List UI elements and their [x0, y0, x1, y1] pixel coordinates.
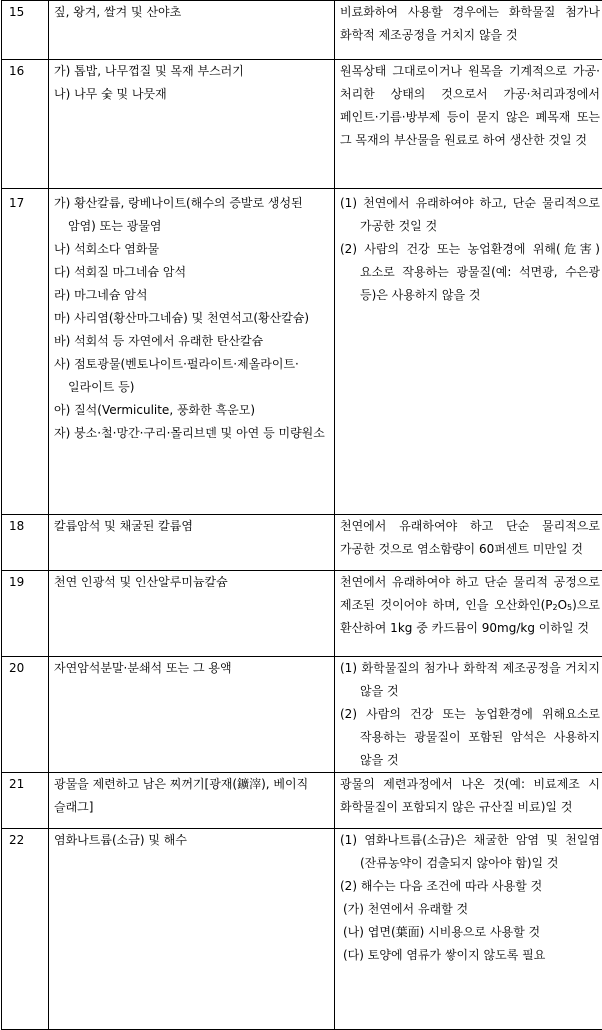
- requirement-text: 비료화하여 사용할 경우에는 화학물질 첨가나 화학적 제조공정을 거치지 않을 것: [340, 1, 600, 47]
- material-name: 자연암석분말·분쇄석 또는 그 용액: [54, 657, 329, 680]
- material-name-cell: [49, 773, 335, 829]
- material-name: 아) 질석(Vermiculite, 풍화한 흑운모): [54, 399, 329, 422]
- row-number: 17: [2, 189, 49, 515]
- material-name: 사) 점토광물(벤토나이트·펄라이트·제올라이트·일라이트 등): [54, 353, 329, 399]
- requirement-cell: [335, 829, 602, 1030]
- material-name: 짚, 왕겨, 쌀겨 및 산야초: [54, 1, 329, 24]
- requirement-subitem: (나) 엽면(葉面) 시비용으로 사용할 것: [340, 921, 600, 944]
- table-row: [2, 1, 602, 60]
- table-row: [2, 515, 602, 571]
- requirement-text: 원목상태 그대로이거나 원목을 기계적으로 가공·처리한 상태의 것으로서 가공·처리과정에서 페인트·기름·방부제 등이 묻지 않은 폐목재 또는 그 목재의 부산물을 원료로 하여 생산한 것일 것: [340, 60, 600, 152]
- table-row: [2, 60, 602, 189]
- material-name: 염화나트륨(소금) 및 해수: [54, 829, 329, 852]
- requirement-cell: [335, 60, 602, 189]
- requirement-text: 천연에서 유래하여야 하고 단순 물리적으로 가공한 것으로 염소함량이 60퍼센트 미만일 것: [340, 515, 600, 561]
- material-name: 라) 마그네슘 암석: [54, 284, 329, 307]
- row-number: 22: [2, 829, 49, 1030]
- requirement-cell: [335, 773, 602, 829]
- material-name: 광물을 제련하고 남은 찌꺼기[광재(鑛滓), 베이직 슬래그]: [54, 773, 329, 819]
- table-row: [2, 571, 602, 657]
- material-name-cell: [49, 571, 335, 657]
- requirement-part: )으로 환산하여 1kg 중 카드뮴이 90mg/kg 이하일 것: [340, 598, 600, 635]
- table-row: [2, 189, 602, 515]
- material-name: 바) 석회석 등 자연에서 유래한 탄산칼슘: [54, 330, 329, 353]
- material-name-cell: [49, 657, 335, 773]
- material-name: 천연 인광석 및 인산알루미늄칼슘: [54, 571, 329, 594]
- material-name: 나) 나무 숯 및 나뭇재: [54, 83, 329, 106]
- fertilizer-materials-table: [1, 0, 602, 1030]
- requirement-item: (2) 사람의 건강 또는 농업환경에 위해요소로 작용하는 광물질이 포함된 암석은 사용하지 않을 것: [340, 703, 600, 772]
- requirement-subitem: (가) 천연에서 유래할 것: [340, 898, 600, 921]
- row-number: 18: [2, 515, 49, 571]
- requirement-item: (1) 천연에서 유래하여야 하고, 단순 물리적으로 가공한 것일 것: [340, 192, 600, 238]
- requirement-cell: [335, 189, 602, 515]
- row-number: 19: [2, 571, 49, 657]
- table-row: [2, 829, 602, 1030]
- material-name-cell: [49, 1, 335, 60]
- requirement-part: 천연에서 유래하여야 하고 단순 물리적 공정으로 제조된 것이어야 하며, 인을 오산화인(P: [340, 575, 600, 612]
- requirement-text: [340, 571, 600, 640]
- table-row: [2, 773, 602, 829]
- requirement-item: (2) 해수는 다음 조건에 따라 사용할 것: [340, 875, 600, 898]
- material-name: 마) 사리염(황산마그네슘) 및 천연석고(황산칼슘): [54, 307, 329, 330]
- requirement-item: (1) 화학물질의 첨가나 화학적 제조공정을 거치지 않을 것: [340, 657, 600, 703]
- row-number: 21: [2, 773, 49, 829]
- material-name-cell: [49, 189, 335, 515]
- requirement-cell: [335, 1, 602, 60]
- requirement-part: O: [558, 598, 567, 612]
- requirement-cell: [335, 515, 602, 571]
- material-name: 가) 톱밥, 나무껍질 및 목재 부스러기: [54, 60, 329, 83]
- subscript: 5: [567, 603, 572, 612]
- material-name: 칼륨암석 및 채굴된 칼륨염: [54, 515, 329, 538]
- requirement-text: 광물의 제련과정에서 나온 것(예: 비료제조 시 화학물질이 포함되지 않은 규산질 비료)일 것: [340, 773, 600, 819]
- material-name: 자) 붕소·철·망간·구리·몰리브덴 및 아연 등 미량원소: [54, 422, 329, 445]
- row-number: 16: [2, 60, 49, 189]
- subscript: 2: [552, 603, 557, 612]
- material-name: 가) 황산칼륨, 랑베나이트(해수의 증발로 생성된 암염) 또는 광물염: [54, 192, 329, 238]
- requirement-cell: [335, 657, 602, 773]
- requirement-item: (2) 사람의 건강 또는 농업환경에 위해(危害)요소로 작용하는 광물질(예: 석면광, 수은광 등)은 사용하지 않을 것: [340, 238, 600, 307]
- requirement-item: (1) 염화나트륨(소금)은 채굴한 암염 및 천일염(잔류농약이 검출되지 않아야 함)일 것: [340, 829, 600, 875]
- material-name: 나) 석회소다 염화물: [54, 238, 329, 261]
- material-name-cell: [49, 515, 335, 571]
- requirement-subitem: (다) 토양에 염류가 쌓이지 않도록 필요: [340, 944, 600, 967]
- material-name-cell: [49, 60, 335, 189]
- row-number: 15: [2, 1, 49, 60]
- requirement-cell: [335, 571, 602, 657]
- row-number: 20: [2, 657, 49, 773]
- material-name-cell: [49, 829, 335, 1030]
- table-row: [2, 657, 602, 773]
- material-name: 다) 석회질 마그네슘 암석: [54, 261, 329, 284]
